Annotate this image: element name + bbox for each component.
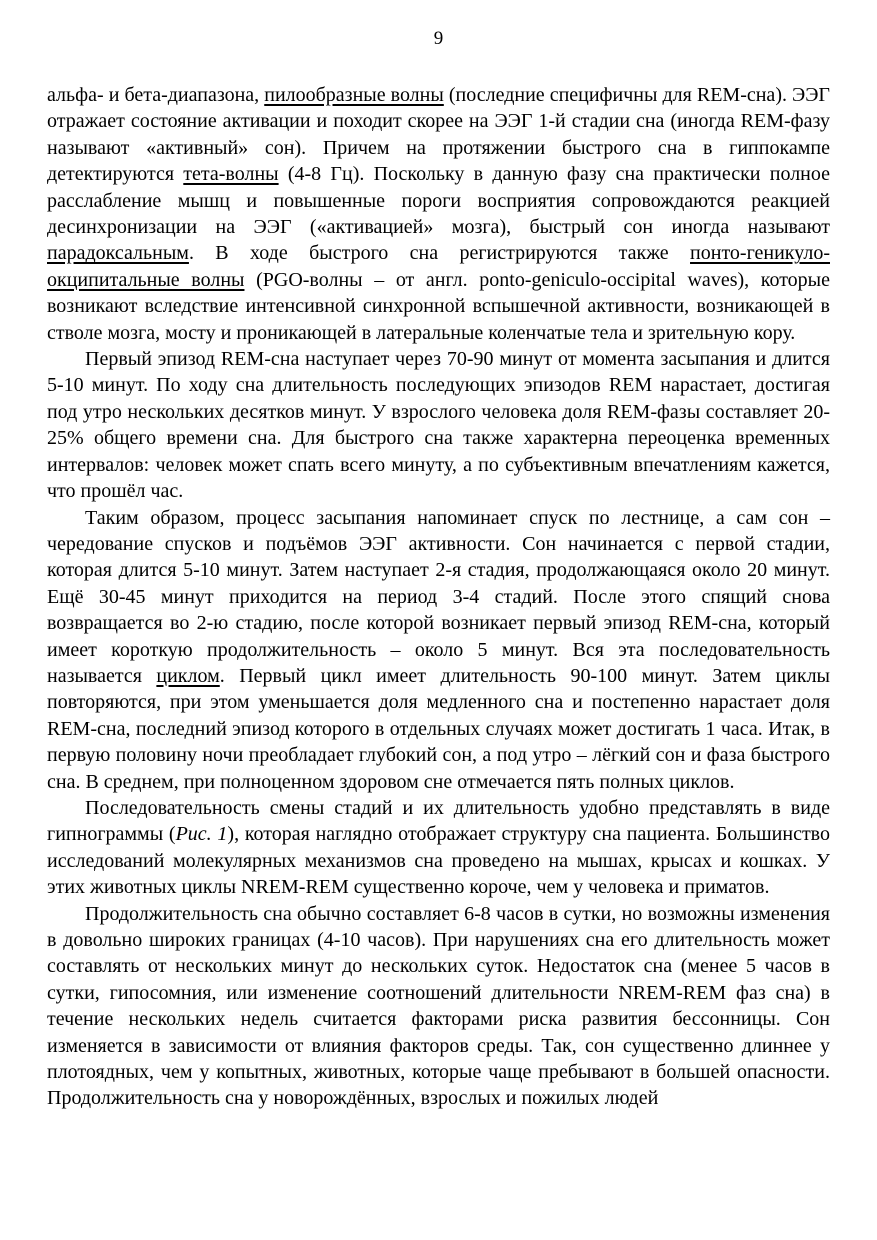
text-run: (PGO-волны – от англ. ponto-geniculo-occipital waves), которые возникают вследствие интенсивной синхронной вспышечной активности, возникающей в стволе мозга, мосту и проникающей в латеральные коленчатые тела и зрительную кору. [47, 268, 830, 344]
underlined-term: парадоксальным [47, 242, 189, 265]
underlined-term: тета-волны [183, 163, 279, 186]
text-run: Таким образом, процесс засыпания напоминает спуск по лестнице, а сам сон – чередование спусков и подъёмов ЭЭГ активности. Сон начинается с первой стадии, которая длится 5-10 минут. Затем наступает 2-я стадия, продолжающаяся около 20 минут. Ещё 30-45 минут приходится на период 3-4 стадий. После этого спящий снова возвращается во 2-ю стадию, после которой возникает первый эпизод REM-сна, который имеет короткую продолжительность – около 5 минут. Вся эта последовательность называется [47, 506, 830, 687]
italic-reference: Рис. 1 [175, 823, 228, 846]
underlined-term: пилообразные волны [264, 84, 444, 106]
underlined-term: циклом [156, 664, 220, 687]
text-run: . В ходе быстрого сна регистрируются также [188, 242, 691, 265]
paragraph [47, 82, 830, 346]
text-run: . Первый цикл имеет длительность 90-100 минут. Затем циклы повторяются, при этом уменьшается доля медленного сна и постепенно нарастает доля REM-сна, последний эпизод которого в отдельных случаях может достигать 1 часа. Итак, в первую половину ночи преобладает глубокий сон, а под утро – лёгкий сон и фаза быстрого сна. В среднем, при полноценном здоровом сне отмечается пять полных циклов. [47, 664, 830, 793]
document-body [47, 82, 830, 1112]
text-run: Продолжительность сна обычно составляет 6-8 часов в сутки, но возможны изменения в довольно широких границах (4-10 часов). При нарушениях сна его длительность может составлять от нескольких минут до нескольких суток. Недостаток сна (менее 5 часов в сутки, гипосомния, или изменение соотношений длительности NREM-REM фаз сна) в течение нескольких недель считается факторами риска развития бессонницы. Сон изменяется в зависимости от влияния факторов среды. Так, сон существенно длиннее у плотоядных, чем у копытных, животных, которые чаще пребывают в большей опасности. Продолжительность сна у новорождённых, взрослых и пожилых людей [47, 902, 830, 1110]
text-run: (последние специфичны для REM-сна). ЭЭГ отражает состояние активации и походит скорее на ЭЭГ 1-й стадии сна (иногда REM-фазу называют «активный» сон). Причем на протяжении быстрого сна в гиппокампе детектируются [47, 84, 830, 186]
underlined-term: понто-геникуло-окципитальные волны [47, 242, 830, 291]
paragraph [47, 901, 830, 1112]
paragraph [47, 505, 830, 795]
text-run: ), которая наглядно отображает структуру сна пациента. Большинство исследований молекулярных механизмов сна проведено на мышах, крысах и кошках. У этих животных циклы NREM-REM существенно короче, чем у человека и приматов. [47, 823, 830, 899]
page-number: 9 [433, 28, 444, 49]
text-run: Последовательность смены стадий и их длительность удобно представлять в виде гипнограммы ( [47, 796, 830, 846]
text-run: альфа- и бета-диапазона, [47, 84, 265, 106]
text-run: Первый эпизод REM-сна наступает через 70-90 минут от момента засыпания и длится 5-10 минут. По ходу сна длительность последующих эпизодов REM нарастает, достигая под утро нескольких десятков минут. У взрослого человека доля REM-фазы составляет 20-25% общего времени сна. Для быстрого сна также характерна переоценка временных интервалов: человек может спать всего минуту, а по субъективным впечатлениям кажется, что прошёл час. [47, 348, 830, 503]
paragraph [47, 346, 830, 504]
paragraph [47, 795, 830, 901]
text-run: (4-8 Гц). Поскольку в данную фазу сна практически полное расслабление мышц и повышенные пороги восприятия сопровождаются реакцией десинхронизации на ЭЭГ («активацией» мозга), быстрый сон иногда называют [47, 163, 830, 239]
